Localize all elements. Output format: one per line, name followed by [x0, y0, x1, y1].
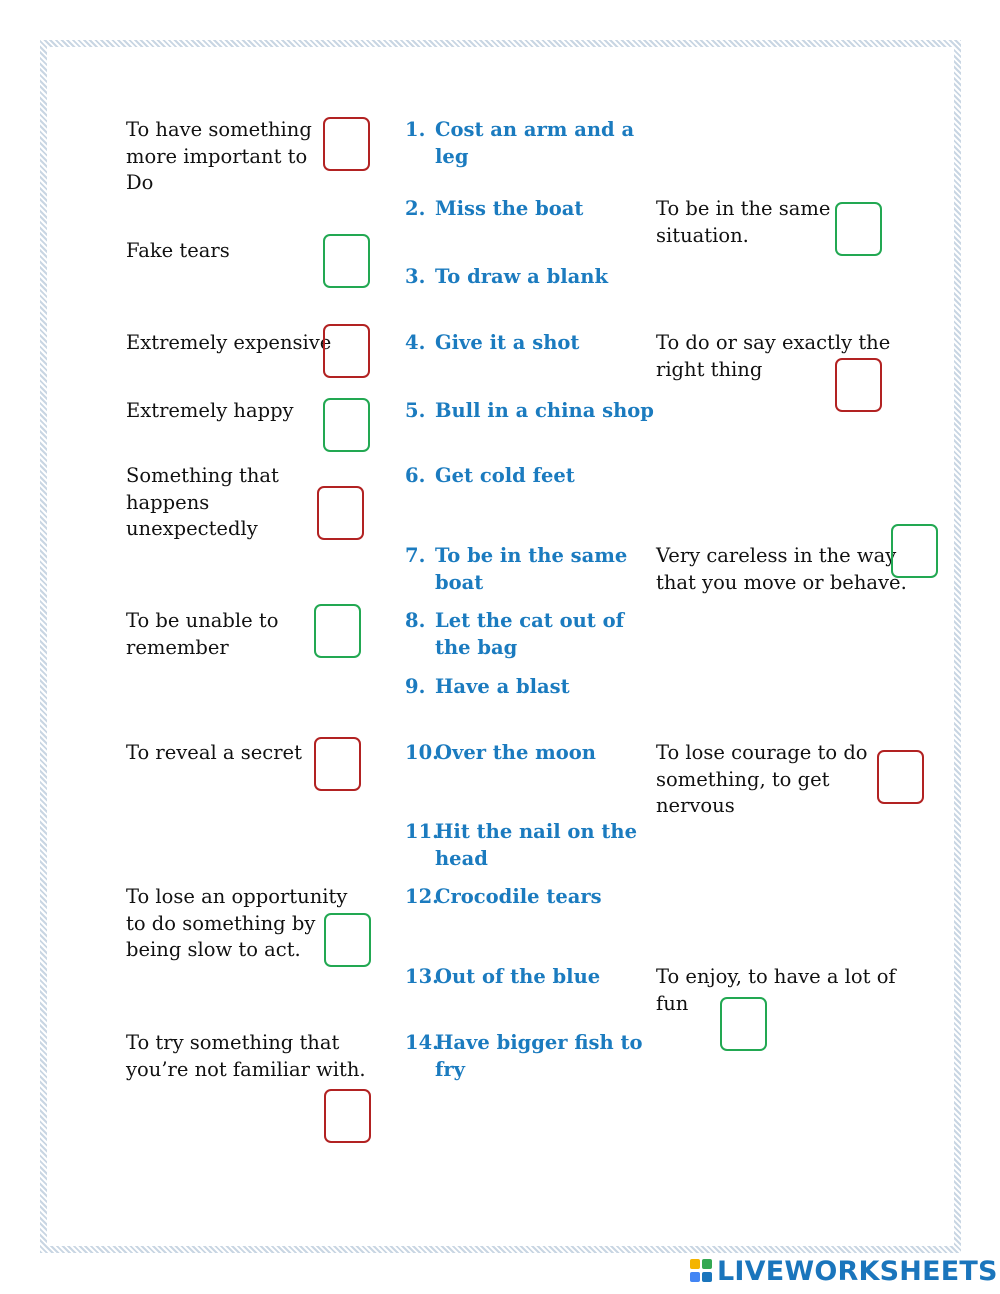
definition-4: Extremely happy	[126, 399, 294, 422]
answer-box-5[interactable]	[317, 486, 364, 540]
brand-name: LIVEWORKSHEETS	[717, 1255, 998, 1287]
answer-box-11[interactable]	[835, 358, 882, 412]
definition-13: To lose courage to do something, to get nervous	[656, 741, 868, 817]
answer-box-9[interactable]	[324, 1089, 371, 1143]
definition-8: To lose an opportunity to do something by being slow to act.	[126, 885, 348, 961]
definition-3: Extremely expensive	[126, 331, 332, 354]
answer-box-8[interactable]	[324, 913, 371, 967]
definition-12: Very careless in the way that you move or behave.	[656, 544, 907, 594]
definition-2: Fake tears	[126, 239, 230, 262]
answer-box-1[interactable]	[323, 117, 370, 171]
definition-1: To have something more important to Do	[126, 118, 312, 194]
answer-box-12[interactable]	[891, 524, 938, 578]
answer-box-13[interactable]	[877, 750, 924, 804]
definition-5: Something that happens unexpectedly	[126, 464, 279, 540]
liveworksheets-logo[interactable]	[690, 1254, 998, 1288]
answer-box-7[interactable]	[314, 737, 361, 791]
answer-box-14[interactable]	[720, 997, 767, 1051]
definition-9: To try something that you’re not familiar with.	[126, 1031, 366, 1081]
answer-box-2[interactable]	[323, 234, 370, 288]
answer-box-10[interactable]	[835, 202, 882, 256]
definition-14: To enjoy, to have a lot of fun	[656, 965, 896, 1015]
definition-7: To reveal a secret	[126, 741, 302, 764]
answer-box-4[interactable]	[323, 398, 370, 452]
definition-11: To do or say exactly the right thing	[656, 331, 891, 381]
answer-box-6[interactable]	[314, 604, 361, 658]
definition-10: To be in the same situation.	[656, 197, 831, 247]
answer-box-3[interactable]	[323, 324, 370, 378]
definition-6: To be unable to remember	[126, 609, 279, 659]
logo-mark-icon	[690, 1258, 714, 1284]
